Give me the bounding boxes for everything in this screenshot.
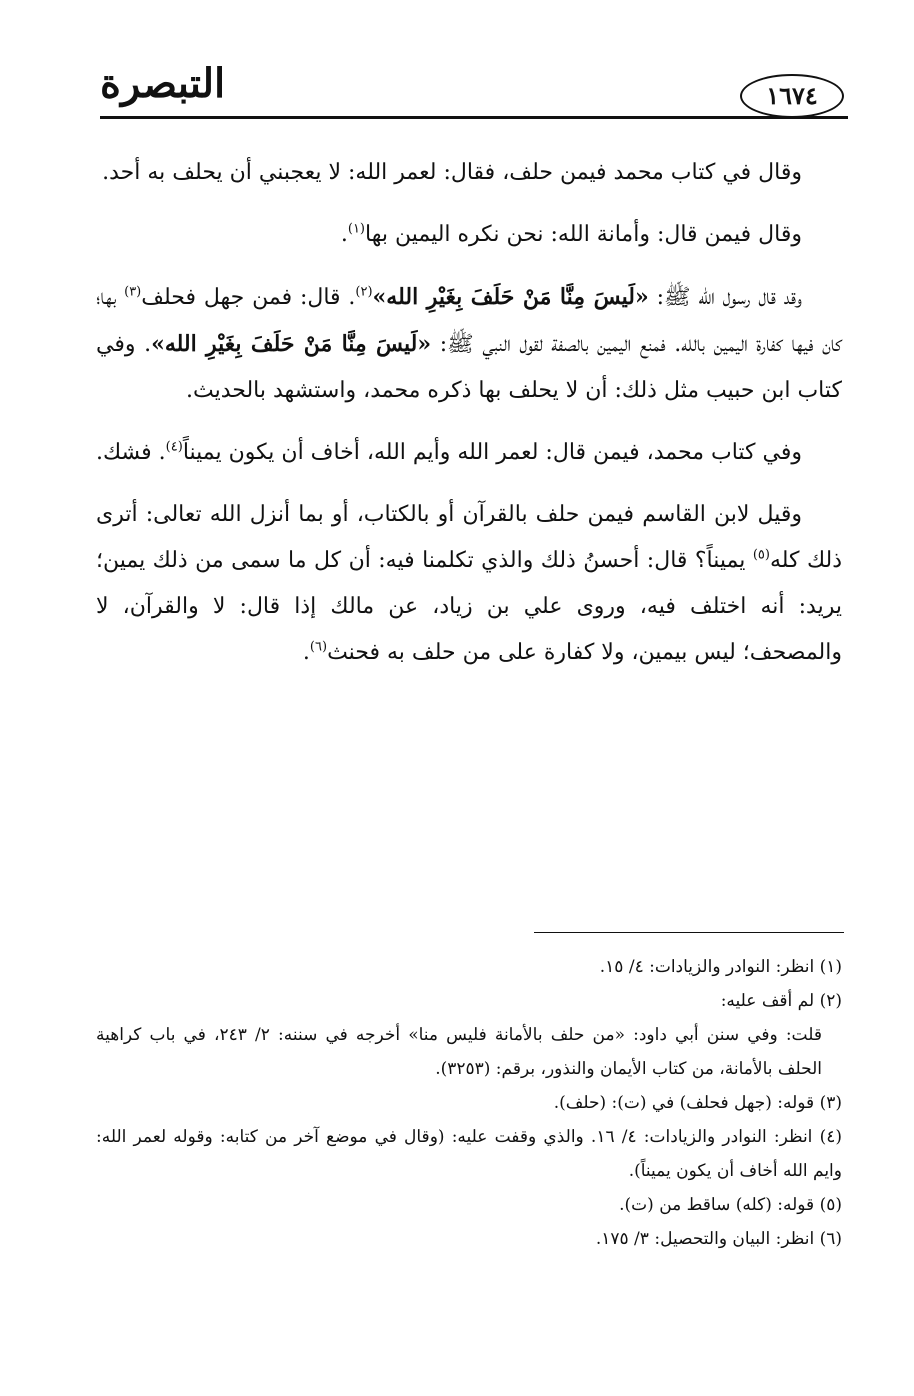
page-number-oval [740,74,844,118]
footnote-3: (٣) قوله: (جهل فحلف) في (ت): (حلف). [553,1093,842,1113]
footnote-2-note: قلت: وفي سنن أبي داود: «من حلف بالأمانة فليس منا» أخرجه في سننه: ٢/ ٢٤٣، في باب كراهية الحلف بالأمانة، من كتاب الأيمان والنذور، برقم: (٣٢٥٣). [96,1025,822,1079]
footnote-1: (١) انظر: النوادر والزيادات: ٤/ ١٥. [599,957,842,977]
paragraph-2 [96,212,842,258]
footnote-ref[interactable]: (٣) [124,284,142,300]
footnote-5: (٥) قوله: (كله) ساقط من (ت). [619,1195,842,1215]
footnote-2: (٢) لم أقف عليه: [720,991,842,1011]
footnote-6: (٦) انظر: البيان والتحصيل: ٣/ ١٧٥. [595,1229,842,1249]
paragraph-text: وقد قال رسول الله ﷺ: [648,285,803,310]
paragraph-3 [96,274,842,414]
header-rule [100,116,848,119]
paragraph-text: . [302,640,310,665]
paragraph-text: . قال: فمن جهل فحلف [141,285,356,310]
running-title: التبصرة [100,60,226,107]
footnote-ref[interactable]: (٥) [752,547,770,563]
page-number: ١٦٧٤ [766,81,818,110]
paragraph-text: بها؛ كان فيها كفارة اليمين بالله. فمنع اليمين بالصفة لقول النبي ﷺ: [96,285,842,357]
footnote-ref[interactable]: (٦) [309,639,328,655]
page-header [100,52,848,122]
paragraph-5 [96,492,842,676]
paragraph-text: . [340,222,348,247]
paragraph-4 [96,430,842,476]
paragraph-1 [96,150,842,196]
footnote-ref[interactable]: (٤) [165,439,183,455]
paragraph-text: وفي كتاب محمد، فيمن قال: لعمر الله وأيم الله، أخاف أن يكون يميناً [182,440,802,465]
footnote-4: (٤) انظر: النوادر والزيادات: ٤/ ١٦. والذي وقفت عليه: (وقال في موضع آخر من كتابه: وقوله لعمر الله: وايم الله أخاف أن يكون يميناً). [96,1127,842,1181]
paragraph-text: وقال فيمن قال: وأمانة الله: نحن نكره اليمين بها [365,222,802,247]
paragraph-text: وقيل لابن القاسم فيمن حلف بالقرآن أو بالكتاب، أو بما أنزل الله تعالى: أترى ذلك كله [96,502,842,573]
hadith-quote: «لَيسَ مِنَّا مَنْ حَلَفَ بِغَيْرِ الله» [151,331,432,357]
paragraph-text: وقال في كتاب محمد فيمن حلف، فقال: لعمر الله: لا يعجبني أن يحلف به أحد. [102,160,802,185]
paragraph-text: يميناً؟ قال: أحسنُ ذلك والذي تكلمنا فيه: أن كل ما سمى من ذلك يمين؛ يريد: أنه اختلف فيه، وروى علي بن زياد، عن مالك إذا قال: لا والقرآن، لا والمصحف؛ ليس بيمين، ولا كفارة على من حلف به فحنث [96,548,842,665]
hadith-quote: «لَيسَ مِنَّا مَنْ حَلَفَ بِغَيْرِ الله» [372,284,649,310]
paragraph-text: . وفي كتاب ابن حبيب مثل ذلك: أن لا يحلف بها ذكره محمد، واستشهد بالحديث. [96,332,842,403]
paragraph-text: . فشك. [96,440,166,465]
footnote-ref[interactable]: (٢) [355,284,373,300]
footnote-ref[interactable]: (١) [347,221,365,237]
footnotes [96,950,842,1256]
footnote-separator [534,932,844,933]
main-text [96,150,842,692]
